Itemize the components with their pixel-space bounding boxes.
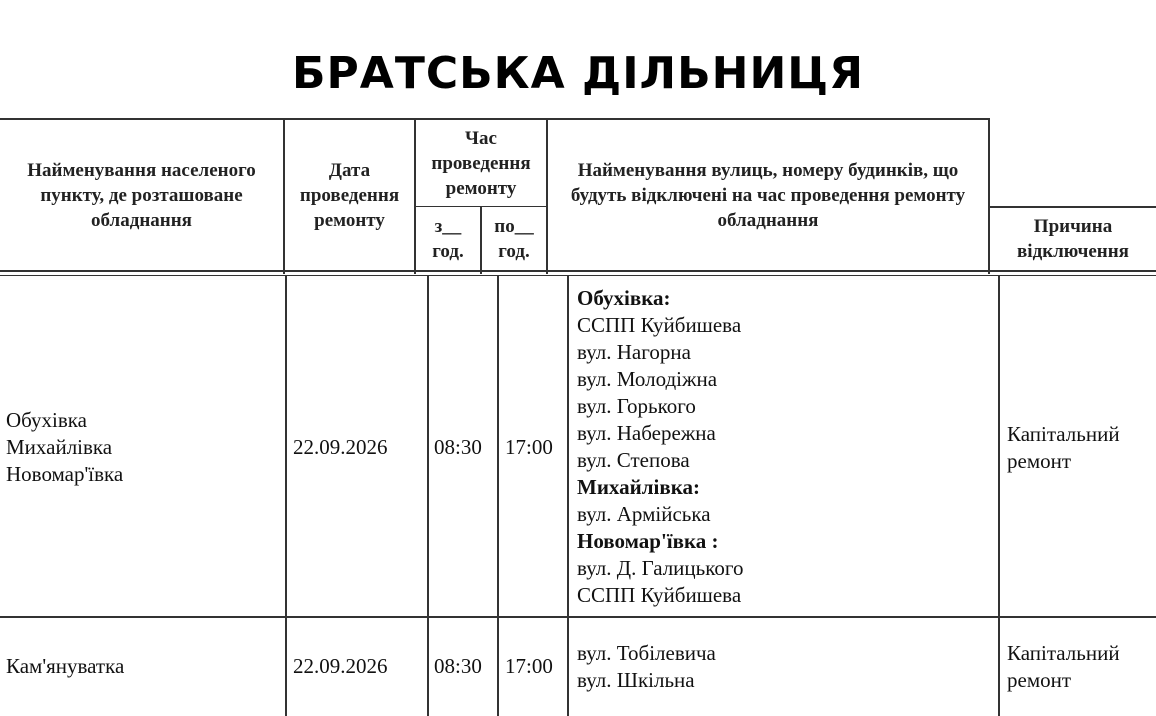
settlement-name: Кам'януватка (6, 654, 125, 678)
row2-time-from: 08:30 (434, 654, 482, 678)
street-item: вул. Д. Галицького (577, 556, 744, 580)
street-item: вул. Шкільна (577, 668, 695, 692)
row2-time-to: 17:00 (505, 654, 553, 678)
street-item: вул. Степова (577, 448, 690, 472)
row1-settlements (6, 407, 281, 488)
header-bottom-border-2 (0, 275, 1156, 276)
row1-date: 22.09.2026 (293, 435, 388, 459)
body-vline-5 (998, 276, 1000, 716)
row2-reason (1007, 640, 1152, 694)
row-divider (0, 616, 1156, 618)
body-vline-1 (285, 276, 287, 716)
settlement-name: Обухівка (6, 408, 88, 432)
header-time-group: Час проведення ремонту (431, 127, 531, 199)
row1-street-list (577, 285, 992, 609)
body-vline-3 (497, 276, 499, 716)
body-vline-2 (427, 276, 429, 716)
street-item: вул. Армійська (577, 502, 711, 526)
row2-street-list (577, 640, 992, 694)
street-item: вул. Молодіжна (577, 367, 718, 391)
street-item: ССПП Куйбишева (577, 583, 742, 607)
street-item: вул. Тобілевича (577, 641, 716, 665)
row1-reason (1007, 421, 1152, 475)
street-item: ССПП Куйбишева (577, 313, 742, 337)
street-item: вул. Нагорна (577, 340, 691, 364)
settlement-name: Михайлівка (6, 435, 113, 459)
header-time-to: по__ год. (494, 215, 534, 262)
row2-date: 22.09.2026 (293, 654, 388, 678)
reason-line: Капітальний (1007, 422, 1120, 446)
street-item: Обухівка: (577, 286, 671, 310)
street-item: вул. Горького (577, 394, 696, 418)
reason-line: Капітальний (1007, 641, 1120, 665)
header-time-from: з__ год. (432, 215, 464, 262)
reason-line: ремонт (1007, 449, 1072, 473)
header-streets: Найменування вулиць, номеру будинків, що будуть відключені на час проведення ремонту обладнання (570, 159, 966, 231)
settlement-name: Новомар'ївка (6, 462, 124, 486)
street-item: Михайлівка: (577, 475, 700, 499)
row1-time-from: 08:30 (434, 435, 482, 459)
header-reason: Причина відключення (1017, 216, 1129, 262)
row1-time-to: 17:00 (505, 435, 553, 459)
header-settlement: Найменування населеного пункту, де розташоване обладнання (27, 159, 256, 231)
street-item: Новомар'ївка : (577, 529, 719, 553)
header-date: Дата проведення ремонту (299, 159, 400, 231)
reason-line: ремонт (1007, 668, 1072, 692)
body-vline-4 (567, 276, 569, 716)
street-item: вул. Набережна (577, 421, 716, 445)
row2-settlements (6, 653, 281, 680)
header-bottom-border (0, 270, 1156, 272)
page-title: БРАТСЬКА ДІЛЬНИЦЯ (291, 48, 864, 99)
